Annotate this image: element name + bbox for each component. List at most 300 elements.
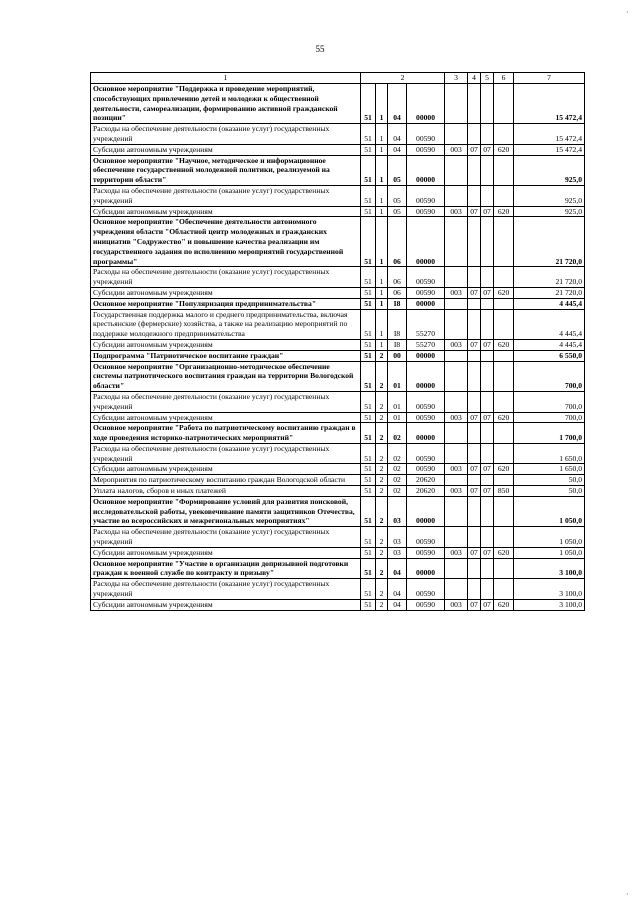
table-row <box>91 287 585 298</box>
code-cell-a: 51 <box>361 298 376 309</box>
code-cell-c: 04 <box>388 599 407 610</box>
code-cell-e <box>445 579 468 600</box>
amount-cell: 925,0 <box>514 206 585 217</box>
code-cell-d: 20620 <box>407 486 445 497</box>
code-cell-a: 51 <box>361 217 376 267</box>
code-cell-b: 2 <box>376 579 388 600</box>
code-cell-d: 00590 <box>407 287 445 298</box>
code-cell-d: 00590 <box>407 185 445 206</box>
row-name-cell: Субсидии автономным учреждениям <box>91 464 361 475</box>
code-cell-f <box>468 350 481 361</box>
code-cell-g <box>481 124 494 145</box>
amount-cell: 3 100,0 <box>514 579 585 600</box>
code-cell-f <box>468 361 481 391</box>
header-cell-5: 5 <box>481 73 494 84</box>
code-cell-h <box>494 496 514 526</box>
code-cell-d: 00000 <box>407 155 445 185</box>
code-cell-f <box>468 267 481 288</box>
amount-cell: 15 472,4 <box>514 124 585 145</box>
amount-cell: 1 050,0 <box>514 527 585 548</box>
code-cell-h <box>494 155 514 185</box>
code-cell-h <box>494 185 514 206</box>
amount-cell: 6 550,0 <box>514 350 585 361</box>
code-cell-d: 00590 <box>407 391 445 412</box>
code-cell-f <box>468 558 481 579</box>
table-row-main <box>91 155 585 185</box>
table-row <box>91 124 585 145</box>
code-cell-b: 2 <box>376 496 388 526</box>
row-name-cell: Субсидии автономным учреждениям <box>91 287 361 298</box>
code-cell-d: 00000 <box>407 496 445 526</box>
code-cell-e <box>445 350 468 361</box>
code-cell-a: 51 <box>361 309 376 339</box>
amount-cell: 1 650,0 <box>514 443 585 464</box>
code-cell-e: 003 <box>445 287 468 298</box>
code-cell-c: 02 <box>388 464 407 475</box>
row-name-cell: Основное мероприятие "Участие в организации допризывной подготовки граждан к военной службе по контракту и призыву" <box>91 558 361 579</box>
code-cell-h <box>494 309 514 339</box>
code-cell-a: 51 <box>361 206 376 217</box>
amount-cell: 4 445,4 <box>514 339 585 350</box>
code-cell-h <box>494 124 514 145</box>
code-cell-c: 05 <box>388 155 407 185</box>
code-cell-d: 00590 <box>407 443 445 464</box>
header-cell-2: 2 <box>361 73 445 84</box>
row-name-cell: Субсидии автономным учреждениям <box>91 599 361 610</box>
code-cell-g <box>481 391 494 412</box>
code-cell-g: 07 <box>481 486 494 497</box>
code-cell-d: 00590 <box>407 412 445 423</box>
code-cell-a: 51 <box>361 599 376 610</box>
code-cell-c: 03 <box>388 527 407 548</box>
code-cell-b: 2 <box>376 423 388 444</box>
code-cell-g: 07 <box>481 599 494 610</box>
code-cell-d: 00000 <box>407 298 445 309</box>
code-cell-e <box>445 217 468 267</box>
code-cell-a: 51 <box>361 350 376 361</box>
code-cell-b: 1 <box>376 124 388 145</box>
code-cell-d: 00000 <box>407 361 445 391</box>
code-cell-f <box>468 443 481 464</box>
code-cell-f <box>468 155 481 185</box>
code-cell-h <box>494 350 514 361</box>
code-cell-a: 51 <box>361 579 376 600</box>
row-name-cell: Основное мероприятие "Популяризация предпринимательства" <box>91 298 361 309</box>
code-cell-e <box>445 84 468 124</box>
page-number: 55 <box>315 44 325 54</box>
code-cell-h <box>494 361 514 391</box>
table-row-main <box>91 350 585 361</box>
code-cell-c: 03 <box>388 496 407 526</box>
code-cell-a: 51 <box>361 486 376 497</box>
code-cell-e <box>445 155 468 185</box>
edge-mark: · <box>626 890 629 899</box>
code-cell-h <box>494 443 514 464</box>
code-cell-g <box>481 579 494 600</box>
code-cell-a: 51 <box>361 267 376 288</box>
amount-cell: 700,0 <box>514 391 585 412</box>
code-cell-b: 2 <box>376 486 388 497</box>
header-cell-7: 7 <box>514 73 585 84</box>
table-row-main <box>91 217 585 267</box>
table-row <box>91 309 585 339</box>
code-cell-f <box>468 84 481 124</box>
code-cell-g: 07 <box>481 206 494 217</box>
table-row <box>91 486 585 497</box>
code-cell-e <box>445 298 468 309</box>
code-cell-g <box>481 496 494 526</box>
row-name-cell: Субсидии автономным учреждениям <box>91 412 361 423</box>
table-row <box>91 527 585 548</box>
code-cell-b: 2 <box>376 443 388 464</box>
table-row <box>91 464 585 475</box>
amount-cell: 925,0 <box>514 185 585 206</box>
code-cell-e <box>445 527 468 548</box>
code-cell-b: 1 <box>376 267 388 288</box>
code-cell-c: 05 <box>388 185 407 206</box>
code-cell-d: 00000 <box>407 350 445 361</box>
code-cell-c: 01 <box>388 391 407 412</box>
row-name-cell: Расходы на обеспечение деятельности (оказание услуг) государственных учреждений <box>91 185 361 206</box>
code-cell-g <box>481 84 494 124</box>
code-cell-f <box>468 298 481 309</box>
amount-cell: 50,0 <box>514 475 585 486</box>
code-cell-h: 620 <box>494 464 514 475</box>
table-row-main <box>91 558 585 579</box>
amount-cell: 21 720,0 <box>514 217 585 267</box>
row-name-cell: Основное мероприятие "Организационно-методическое обеспечение системы патриотического воспитания граждан на территории Вологодской области" <box>91 361 361 391</box>
code-cell-h <box>494 527 514 548</box>
code-cell-g <box>481 475 494 486</box>
table-row <box>91 579 585 600</box>
code-cell-d: 00000 <box>407 558 445 579</box>
code-cell-f <box>468 496 481 526</box>
code-cell-h <box>494 558 514 579</box>
code-cell-h <box>494 84 514 124</box>
code-cell-b: 1 <box>376 84 388 124</box>
table-row-main <box>91 423 585 444</box>
code-cell-h: 620 <box>494 144 514 155</box>
code-cell-b: 1 <box>376 185 388 206</box>
row-name-cell: Основное мероприятие "Обеспечение деятельности автономного учреждения области "Областной центр молодежных и гражданских инициатив "Содружество" и повышение качества реализации им государственного задания по исполнению мероприятий государственной программы" <box>91 217 361 267</box>
code-cell-g: 07 <box>481 464 494 475</box>
code-cell-e <box>445 558 468 579</box>
code-cell-b: 1 <box>376 144 388 155</box>
code-cell-f: 07 <box>468 547 481 558</box>
code-cell-g <box>481 298 494 309</box>
code-cell-c: 01 <box>388 412 407 423</box>
table-row <box>91 391 585 412</box>
row-name-cell: Расходы на обеспечение деятельности (оказание услуг) государственных учреждений <box>91 579 361 600</box>
table-row <box>91 443 585 464</box>
code-cell-g: 07 <box>481 547 494 558</box>
table-row <box>91 599 585 610</box>
budget-table <box>90 72 585 611</box>
code-cell-b: 1 <box>376 206 388 217</box>
code-cell-g <box>481 527 494 548</box>
amount-cell: 4 445,4 <box>514 298 585 309</box>
code-cell-d: 00590 <box>407 206 445 217</box>
code-cell-h: 850 <box>494 486 514 497</box>
code-cell-a: 51 <box>361 84 376 124</box>
row-name-cell: Расходы на обеспечение деятельности (оказание услуг) государственных учреждений <box>91 391 361 412</box>
code-cell-a: 51 <box>361 496 376 526</box>
table-row <box>91 339 585 350</box>
code-cell-f: 07 <box>468 486 481 497</box>
code-cell-f <box>468 309 481 339</box>
code-cell-d: 00590 <box>407 599 445 610</box>
table-row <box>91 547 585 558</box>
code-cell-c: 06 <box>388 267 407 288</box>
code-cell-b: 1 <box>376 155 388 185</box>
code-cell-h: 620 <box>494 547 514 558</box>
table-row <box>91 206 585 217</box>
row-name-cell: Расходы на обеспечение деятельности (оказание услуг) государственных учреждений <box>91 443 361 464</box>
code-cell-c: 00 <box>388 350 407 361</box>
code-cell-c: 04 <box>388 144 407 155</box>
code-cell-a: 51 <box>361 527 376 548</box>
code-cell-c: 06 <box>388 217 407 267</box>
row-name-cell: Субсидии автономным учреждениям <box>91 547 361 558</box>
code-cell-c: I8 <box>388 309 407 339</box>
code-cell-b: 2 <box>376 412 388 423</box>
code-cell-f <box>468 391 481 412</box>
code-cell-a: 51 <box>361 185 376 206</box>
code-cell-e <box>445 267 468 288</box>
code-cell-f: 07 <box>468 599 481 610</box>
code-cell-f <box>468 475 481 486</box>
row-name-cell: Расходы на обеспечение деятельности (оказание услуг) государственных учреждений <box>91 527 361 548</box>
code-cell-a: 51 <box>361 144 376 155</box>
code-cell-h <box>494 217 514 267</box>
amount-cell: 50,0 <box>514 486 585 497</box>
code-cell-f: 07 <box>468 339 481 350</box>
code-cell-c: I8 <box>388 339 407 350</box>
amount-cell: 1 650,0 <box>514 464 585 475</box>
code-cell-a: 51 <box>361 558 376 579</box>
code-cell-b: 2 <box>376 391 388 412</box>
code-cell-e: 003 <box>445 339 468 350</box>
row-name-cell: Субсидии автономным учреждениям <box>91 144 361 155</box>
row-name-cell: Подпрограмма "Патриотическое воспитание граждан" <box>91 350 361 361</box>
header-cell-6: 6 <box>494 73 514 84</box>
table-row-main <box>91 361 585 391</box>
code-cell-a: 51 <box>361 464 376 475</box>
code-cell-b: 1 <box>376 217 388 267</box>
code-cell-g <box>481 350 494 361</box>
amount-cell: 21 720,0 <box>514 287 585 298</box>
code-cell-g <box>481 423 494 444</box>
code-cell-b: 1 <box>376 298 388 309</box>
code-cell-b: 1 <box>376 287 388 298</box>
code-cell-e: 003 <box>445 464 468 475</box>
budget-body <box>91 84 585 611</box>
code-cell-a: 51 <box>361 287 376 298</box>
code-cell-a: 51 <box>361 412 376 423</box>
code-cell-a: 51 <box>361 339 376 350</box>
code-cell-e: 003 <box>445 599 468 610</box>
code-cell-e <box>445 361 468 391</box>
code-cell-b: 2 <box>376 599 388 610</box>
code-cell-c: 02 <box>388 423 407 444</box>
amount-cell: 21 720,0 <box>514 267 585 288</box>
code-cell-g <box>481 217 494 267</box>
code-cell-a: 51 <box>361 155 376 185</box>
row-name-cell: Расходы на обеспечение деятельности (оказание услуг) государственных учреждений <box>91 124 361 145</box>
code-cell-c: 03 <box>388 547 407 558</box>
code-cell-d: 00590 <box>407 464 445 475</box>
code-cell-c: 01 <box>388 361 407 391</box>
code-cell-b: 2 <box>376 361 388 391</box>
amount-cell: 4 445,4 <box>514 309 585 339</box>
code-cell-h <box>494 298 514 309</box>
code-cell-b: 2 <box>376 475 388 486</box>
code-cell-c: 05 <box>388 206 407 217</box>
row-name-cell: Субсидии автономным учреждениям <box>91 339 361 350</box>
table-row-main <box>91 298 585 309</box>
code-cell-c: 04 <box>388 579 407 600</box>
code-cell-f <box>468 124 481 145</box>
row-name-cell: Уплата налогов, сборов и иных платежей <box>91 486 361 497</box>
code-cell-h <box>494 423 514 444</box>
amount-cell: 1 700,0 <box>514 423 585 444</box>
code-cell-a: 51 <box>361 361 376 391</box>
code-cell-b: 2 <box>376 527 388 548</box>
code-cell-b: 2 <box>376 350 388 361</box>
code-cell-d: 00590 <box>407 267 445 288</box>
amount-cell: 1 050,0 <box>514 547 585 558</box>
code-cell-e <box>445 185 468 206</box>
code-cell-d: 55270 <box>407 339 445 350</box>
amount-cell: 1 050,0 <box>514 496 585 526</box>
code-cell-h: 620 <box>494 412 514 423</box>
amount-cell: 3 100,0 <box>514 558 585 579</box>
code-cell-c: 02 <box>388 443 407 464</box>
row-name-cell: Расходы на обеспечение деятельности (оказание услуг) государственных учреждений <box>91 267 361 288</box>
amount-cell: 700,0 <box>514 361 585 391</box>
code-cell-e <box>445 391 468 412</box>
code-cell-h: 620 <box>494 206 514 217</box>
code-cell-e: 003 <box>445 206 468 217</box>
code-cell-g <box>481 558 494 579</box>
code-cell-c: 02 <box>388 475 407 486</box>
amount-cell: 925,0 <box>514 155 585 185</box>
code-cell-h <box>494 267 514 288</box>
header-cell-3: 3 <box>445 73 468 84</box>
code-cell-c: 04 <box>388 124 407 145</box>
code-cell-e <box>445 124 468 145</box>
code-cell-h <box>494 475 514 486</box>
header-cell-4: 4 <box>468 73 481 84</box>
code-cell-c: 04 <box>388 84 407 124</box>
code-cell-h <box>494 391 514 412</box>
code-cell-g <box>481 309 494 339</box>
code-cell-d: 00590 <box>407 124 445 145</box>
amount-cell: 15 472,4 <box>514 144 585 155</box>
code-cell-c: 02 <box>388 486 407 497</box>
code-cell-g <box>481 267 494 288</box>
code-cell-h: 620 <box>494 287 514 298</box>
edge-mark: · <box>626 8 629 17</box>
code-cell-d: 00590 <box>407 579 445 600</box>
code-cell-g <box>481 443 494 464</box>
amount-cell: 15 472,4 <box>514 84 585 124</box>
code-cell-a: 51 <box>361 423 376 444</box>
code-cell-g: 07 <box>481 287 494 298</box>
row-name-cell: Основное мероприятие "Поддержка и проведение мероприятий, способствующих привлечению детей и молодежи к общественной деятельности, самореализации, формированию активной гражданской позиции" <box>91 84 361 124</box>
code-cell-b: 1 <box>376 339 388 350</box>
code-cell-e <box>445 496 468 526</box>
code-cell-b: 2 <box>376 558 388 579</box>
amount-cell: 700,0 <box>514 412 585 423</box>
code-cell-f: 07 <box>468 206 481 217</box>
table-row <box>91 185 585 206</box>
code-cell-f: 07 <box>468 464 481 475</box>
code-cell-a: 51 <box>361 443 376 464</box>
code-cell-d: 00000 <box>407 217 445 267</box>
code-cell-d: 00590 <box>407 527 445 548</box>
code-cell-h <box>494 579 514 600</box>
code-cell-e: 003 <box>445 412 468 423</box>
code-cell-f: 07 <box>468 287 481 298</box>
code-cell-e <box>445 423 468 444</box>
code-cell-a: 51 <box>361 547 376 558</box>
code-cell-g: 07 <box>481 144 494 155</box>
code-cell-c: I8 <box>388 298 407 309</box>
row-name-cell: Мероприятия по патриотическому воспитанию граждан Вологодской области <box>91 475 361 486</box>
table-row <box>91 267 585 288</box>
code-cell-e <box>445 443 468 464</box>
code-cell-f <box>468 579 481 600</box>
code-cell-h: 620 <box>494 599 514 610</box>
code-cell-c: 06 <box>388 287 407 298</box>
code-cell-b: 2 <box>376 464 388 475</box>
code-cell-g <box>481 361 494 391</box>
code-cell-d: 00590 <box>407 144 445 155</box>
row-name-cell: Основное мероприятие "Научное, методическое и информационное обеспечение государственной молодежной политики, реализуемой на территории области" <box>91 155 361 185</box>
row-name-cell: Государственная поддержка малого и среднего предпринимательства, включая крестьянские (фермерские) хозяйства, а также на реализацию мероприятий по поддержке молодежного предпринимательства <box>91 309 361 339</box>
code-cell-g <box>481 155 494 185</box>
code-cell-f <box>468 217 481 267</box>
table-row-main <box>91 84 585 124</box>
code-cell-c: 04 <box>388 558 407 579</box>
code-cell-g <box>481 185 494 206</box>
amount-cell: 3 100,0 <box>514 599 585 610</box>
row-name-cell: Основное мероприятие "Формирование условий для развития поисковой, исследовательской работы, увековечивание памяти защитников Отечества, участие во всероссийских и межрегиональных мероприятиях" <box>91 496 361 526</box>
code-cell-e <box>445 309 468 339</box>
code-cell-e <box>445 475 468 486</box>
header-row <box>91 73 585 84</box>
row-name-cell: Субсидии автономным учреждениям <box>91 206 361 217</box>
code-cell-a: 51 <box>361 391 376 412</box>
table-row <box>91 412 585 423</box>
code-cell-g: 07 <box>481 412 494 423</box>
code-cell-f <box>468 185 481 206</box>
code-cell-f <box>468 527 481 548</box>
code-cell-d: 55270 <box>407 309 445 339</box>
code-cell-a: 51 <box>361 475 376 486</box>
code-cell-f: 07 <box>468 412 481 423</box>
code-cell-f: 07 <box>468 144 481 155</box>
code-cell-d: 20620 <box>407 475 445 486</box>
code-cell-f <box>468 423 481 444</box>
code-cell-d: 00000 <box>407 84 445 124</box>
table-row <box>91 144 585 155</box>
code-cell-e: 003 <box>445 486 468 497</box>
code-cell-b: 1 <box>376 309 388 339</box>
row-name-cell: Основное мероприятие "Работа по патриотическому воспитанию граждан в ходе проведения историко-патриотических мероприятий" <box>91 423 361 444</box>
code-cell-d: 00590 <box>407 547 445 558</box>
